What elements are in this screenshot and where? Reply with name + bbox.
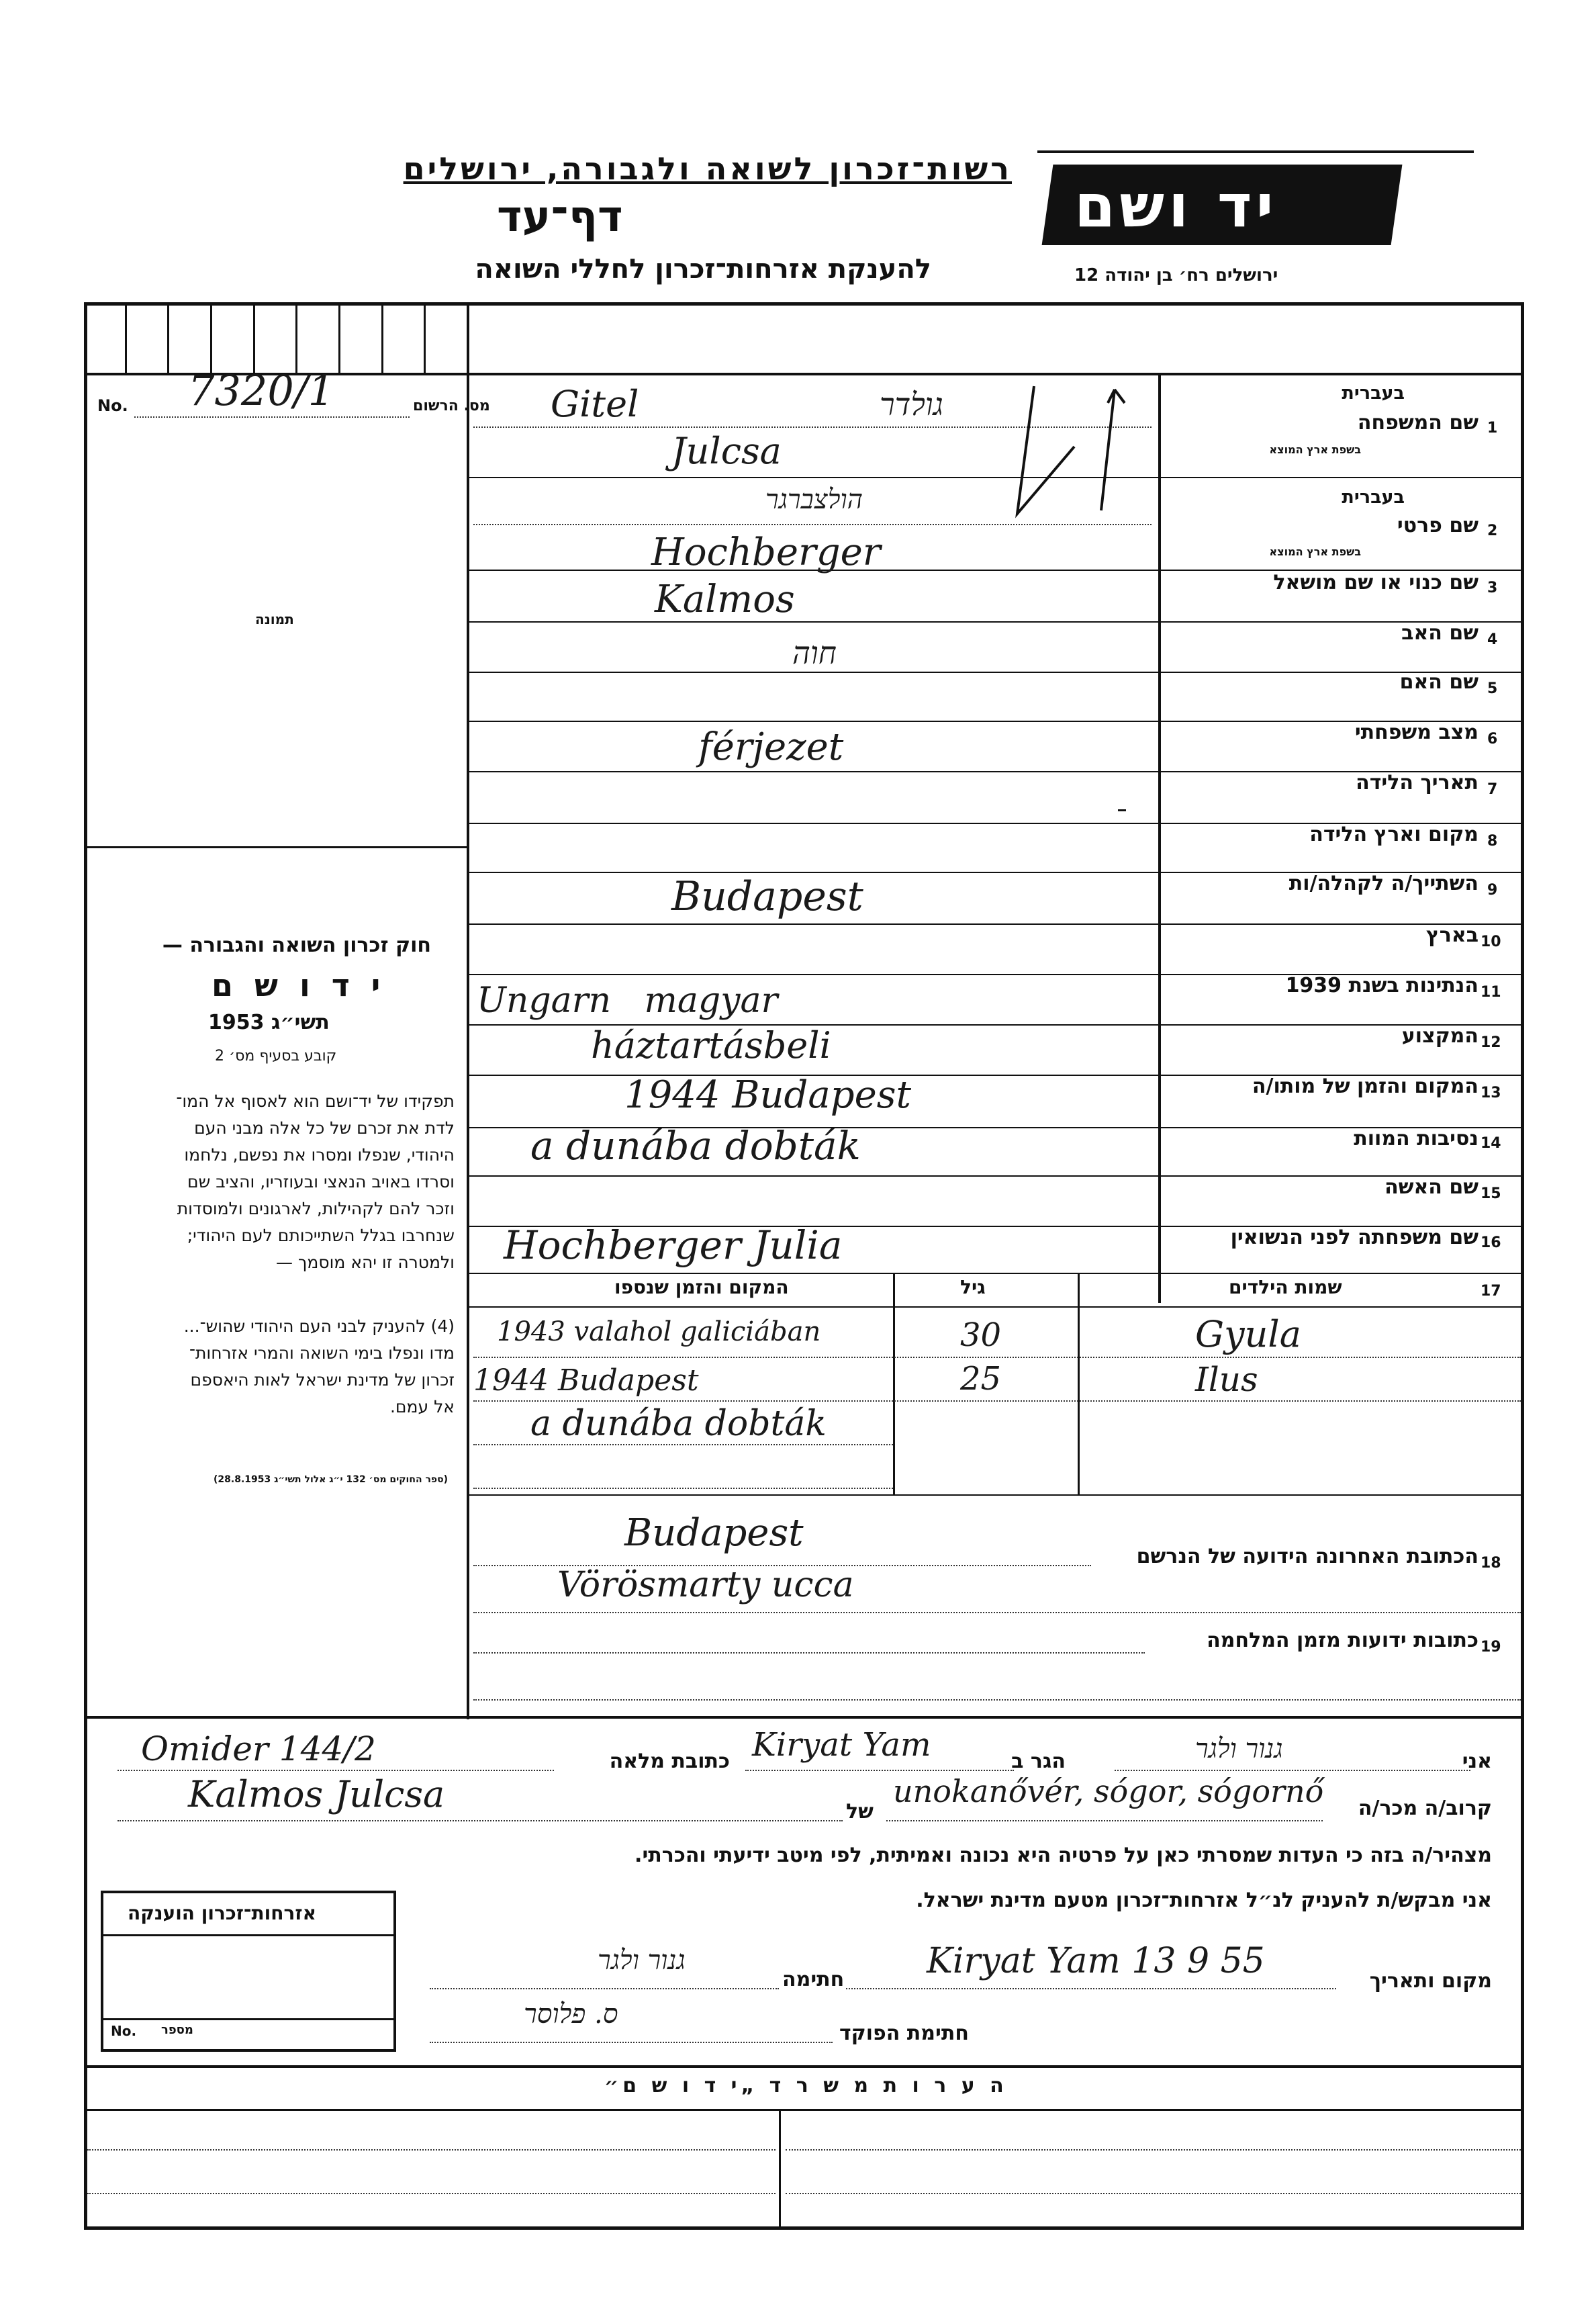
law-year: תשי״ג 1953 <box>208 1011 330 1034</box>
field-4-number: 4 <box>1487 631 1498 648</box>
field-18-number: 18 <box>1481 1555 1501 1572</box>
field-2-value-hebrew: הולצברגר <box>765 484 863 515</box>
registration-boxes <box>84 306 467 373</box>
field-19-number: 19 <box>1481 1639 1501 1656</box>
field-1-value-hebrew: גולדר <box>880 386 943 422</box>
field-16-value: Hochberger Julia <box>504 1222 843 1268</box>
stamp-box-number-label: מספר <box>161 2023 193 2037</box>
field-1-number: 1 <box>1487 420 1498 437</box>
field-6-number: 6 <box>1487 731 1498 748</box>
registration-label: מס. הרשום <box>413 398 490 414</box>
children-names-header: שמות הילדים <box>1229 1276 1342 1298</box>
law-reference: (ספר החוקים מס׳ 132 י״ג אלול תשי״ג 28.8.1953) <box>214 1474 448 1485</box>
child-1-place: 1943 valahol galiciában <box>497 1316 821 1347</box>
field-2-origin-label: בשפת ארץ המוצא <box>1269 545 1361 558</box>
field-18-value-line2: Vörösmarty ucca <box>557 1565 854 1605</box>
remarks-title: ה ע ר ו ת מ ש ר ד „י ד ו ש ם״ <box>604 2074 1008 2097</box>
field-5-number: 5 <box>1487 680 1498 697</box>
field-8-number: 8 <box>1487 833 1498 850</box>
form-title: דף־עד <box>497 192 623 242</box>
field-3-label: שם כנוי או שם מושאל <box>1273 571 1478 594</box>
no-label: No. <box>97 396 128 415</box>
field-14-value: a dunába dobták <box>530 1123 861 1169</box>
field-4-label: שם האב <box>1401 621 1478 645</box>
field-5-label: שם האם <box>1399 670 1478 694</box>
field-1-hebrew-label: בעברית <box>1342 383 1405 404</box>
declaration-of-label: של <box>846 1800 874 1823</box>
signature-label: חתימה <box>782 1968 845 1991</box>
field-2-number: 2 <box>1487 523 1498 539</box>
place-date-value: Kiryat Yam 13 9 55 <box>927 1941 1265 1981</box>
field-1-value-origin: Gitel <box>551 383 639 425</box>
photo-label: תמונה <box>255 611 294 627</box>
field-3-value: Hochberger <box>651 531 881 574</box>
field-16-label: שם משפחתה לפני הנשואין <box>1230 1226 1478 1249</box>
field-18-value-line1: Budapest <box>624 1511 804 1555</box>
law-name: י ד ו ש ם <box>212 967 386 1003</box>
field-16-number: 16 <box>1481 1234 1501 1251</box>
field-9-label: השתייך/ה לקהלה/ות <box>1288 872 1478 895</box>
authority-title: רשות־זכרון לשואה ולגבורה, ירושלים <box>403 150 1012 187</box>
field-10-number: 10 <box>1481 934 1501 950</box>
field-17-number: 17 <box>1481 1283 1501 1300</box>
field-4-value: Kalmos <box>655 578 795 621</box>
law-text-1: תפקידו של יד־ושם הוא לאסוף אל המו־ לדת את זכרם של כל אלה מבני העם היהודי, שנפלו ומסרו את נפשם, נלחמו וסרדו באויב הנאצי ובעוזריו, והציב שם וזכר להם לקהילות, לארגונים ולמוסדות שנחרבו בגלל השתייכותם לעם היהודי; ולמטרה זו יהא מוסמך — <box>176 1091 455 1272</box>
field-15-label: שם האשה <box>1384 1175 1478 1199</box>
field-7-label: תאריך הלידה <box>1356 771 1478 795</box>
declaration-statement: מצהיר/ה בזה כי העדות שמסרתי כאן על פרטיה היא נכונה ואמיתית, לפי מיטב ידיעתי והכרתי. <box>635 1844 1492 1867</box>
declaration-declarant-name: גנור ולגר <box>1195 1733 1283 1764</box>
declaration-relation: unokanővér, sógor, sógornő <box>893 1773 1324 1809</box>
field-10-label: בארץ <box>1425 923 1478 947</box>
field-2-value-origin: Julcsa <box>671 430 782 472</box>
declaration-full-address: Omider 144/2 <box>141 1729 376 1768</box>
field-7-value: férjezet <box>698 725 844 769</box>
declaration-full-address-label: כתובת מלאה <box>609 1750 730 1773</box>
child-1-name: Gyula <box>1195 1313 1301 1355</box>
field-7-number: 7 <box>1487 781 1498 798</box>
field-8-label: מקום וארץ הלידה <box>1309 823 1478 846</box>
field-15-number: 15 <box>1481 1185 1501 1202</box>
field-14-number: 14 <box>1481 1135 1501 1152</box>
child-2-place: 1944 Budapest <box>473 1363 699 1398</box>
field-3-number: 3 <box>1487 580 1498 596</box>
place-date-label: מקום ותאריך <box>1369 1969 1492 1993</box>
form-subtitle: להענקת אזרחות־זכרון לחללי השואה <box>475 254 931 285</box>
field-12-number: 12 <box>1481 1034 1501 1051</box>
law-title: חוק זכרון השואה והגבורה — <box>162 934 431 957</box>
children-place-header: המקום והזמן שנספו <box>614 1276 789 1298</box>
field-11-number: 11 <box>1481 984 1501 1001</box>
officer-signature-label: חתימת הפוקד <box>839 2022 969 2045</box>
declaration-relative-label: קרוב/ה מכר/ה <box>1358 1797 1492 1820</box>
law-section: קובע בסעיף מס׳ 2 <box>215 1048 337 1065</box>
field-11-value: Ungarn magyar <box>477 981 778 1021</box>
field-13-number: 13 <box>1481 1085 1501 1101</box>
officer-signature-value: ס. פלוסר <box>524 1999 618 2030</box>
law-text-2: (4) להעניק לבני העם היהודי שהוש־... מדו ונפלו בימי השואה והמרי אזרחות־ זכרון של מדינת ישראל לאות היאספם אל עמם. <box>183 1316 455 1416</box>
field-19-label: כתובות ידועות מזמן המלחמה <box>1207 1629 1478 1652</box>
declaration-resides-label: הגר ב <box>1011 1750 1066 1773</box>
declaration-subject-name: Kalmos Julcsa <box>188 1773 445 1815</box>
declaration-i-am: אני <box>1462 1750 1492 1773</box>
field-11-label: הנתינות בשנת 1939 <box>1285 974 1478 997</box>
stamp-box-no-label: No. <box>111 2023 137 2039</box>
registration-number: 7320/1 <box>188 366 335 415</box>
field-14-label: נסיבות המוות <box>1354 1127 1478 1150</box>
field-9-number: 9 <box>1487 882 1498 899</box>
logo-text: יד ושם <box>1074 171 1278 240</box>
field-9-value: Budapest <box>671 873 863 920</box>
field-12-value: háztartásbeli <box>591 1024 831 1067</box>
field-2-label: שם פרטי <box>1397 514 1478 537</box>
field-1-origin-label: בשפת ארץ המוצא <box>1269 443 1361 456</box>
field-13-label: המקום והזמן של מותו/ה <box>1252 1075 1478 1098</box>
field-2-hebrew-label: בעברית <box>1342 487 1405 508</box>
field-6-label: מצב משפחתי <box>1354 721 1478 744</box>
field-12-label: המקצוע <box>1401 1024 1478 1048</box>
declaration-city: Kiryat Yam <box>752 1726 931 1764</box>
child-3-place: a dunába dobták <box>530 1404 827 1444</box>
field-1-label: שם המשפחה <box>1357 411 1478 435</box>
stamp-box-title: אזרחות־זכרון הוענקה <box>128 1902 316 1924</box>
field-5-value: חוה <box>792 635 837 671</box>
child-2-age: 25 <box>960 1360 1002 1398</box>
child-2-name: Ilus <box>1195 1360 1258 1399</box>
logo-address: ירושלים רח׳ בן יהודה 12 <box>1074 265 1278 285</box>
field-18-label: הכתובת האחרונה הידועה של הנרשם <box>1136 1545 1478 1568</box>
declaration-request: אני מבקש/ת להעניק לנ״ל אזרחות־זכרון מטעם מדינת ישראל. <box>916 1889 1492 1912</box>
signature-value: גנור ולגר <box>598 1945 686 1976</box>
field-13-value: 1944 Budapest <box>624 1073 911 1117</box>
children-age-header: גיל <box>960 1276 986 1298</box>
child-1-age: 30 <box>960 1316 1002 1354</box>
